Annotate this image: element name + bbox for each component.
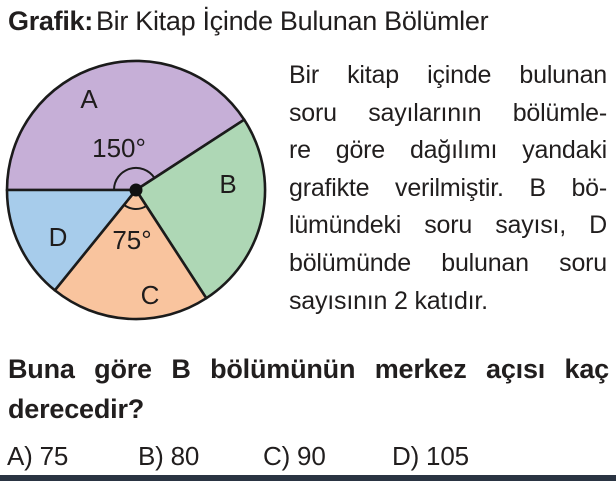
option-c[interactable]: C) 90 xyxy=(263,441,326,471)
pie-slice-label-b: B xyxy=(219,169,237,199)
option-b[interactable]: B) 80 xyxy=(138,441,200,471)
pie-slice-label-c: C xyxy=(140,280,160,310)
pie-slice-label-a: A xyxy=(80,84,98,114)
chart-title xyxy=(8,6,488,37)
angle-label-a: 150° xyxy=(92,133,146,163)
question-text-line: derecedir? xyxy=(8,394,145,424)
angle-label-c: 75° xyxy=(112,225,152,255)
pie-chart xyxy=(4,58,268,322)
problem-text-line: grafikte verilmiştir. B bö- xyxy=(289,173,607,202)
problem-text-line: soru sayılarının bölümle- xyxy=(289,98,607,127)
problem-text-line: lümündeki soru sayısı, D xyxy=(289,211,607,240)
pie-slice-label-d: D xyxy=(48,222,68,252)
chart-title-text: Bir Kitap İçinde Bulunan Bölümler xyxy=(95,6,489,36)
pie-center-dot xyxy=(130,184,143,197)
chart-title-prefix: Grafik: xyxy=(8,6,93,36)
option-d[interactable]: D) 105 xyxy=(392,441,469,471)
option-a[interactable]: A) 75 xyxy=(7,441,69,471)
problem-text-line: re göre dağılımı yandaki xyxy=(289,136,607,165)
question-text xyxy=(8,349,609,429)
problem-text-line: bölümünde bulunan soru xyxy=(289,248,607,277)
bottom-divider-bar xyxy=(0,475,616,481)
problem-text-line: sayısının 2 katıdır. xyxy=(289,286,488,315)
question-text-line: Buna göre B bölümünün merkez açısı kaç xyxy=(8,354,609,384)
problem-text-line: Bir kitap içinde bulunan xyxy=(289,61,607,89)
problem-text xyxy=(289,57,607,320)
